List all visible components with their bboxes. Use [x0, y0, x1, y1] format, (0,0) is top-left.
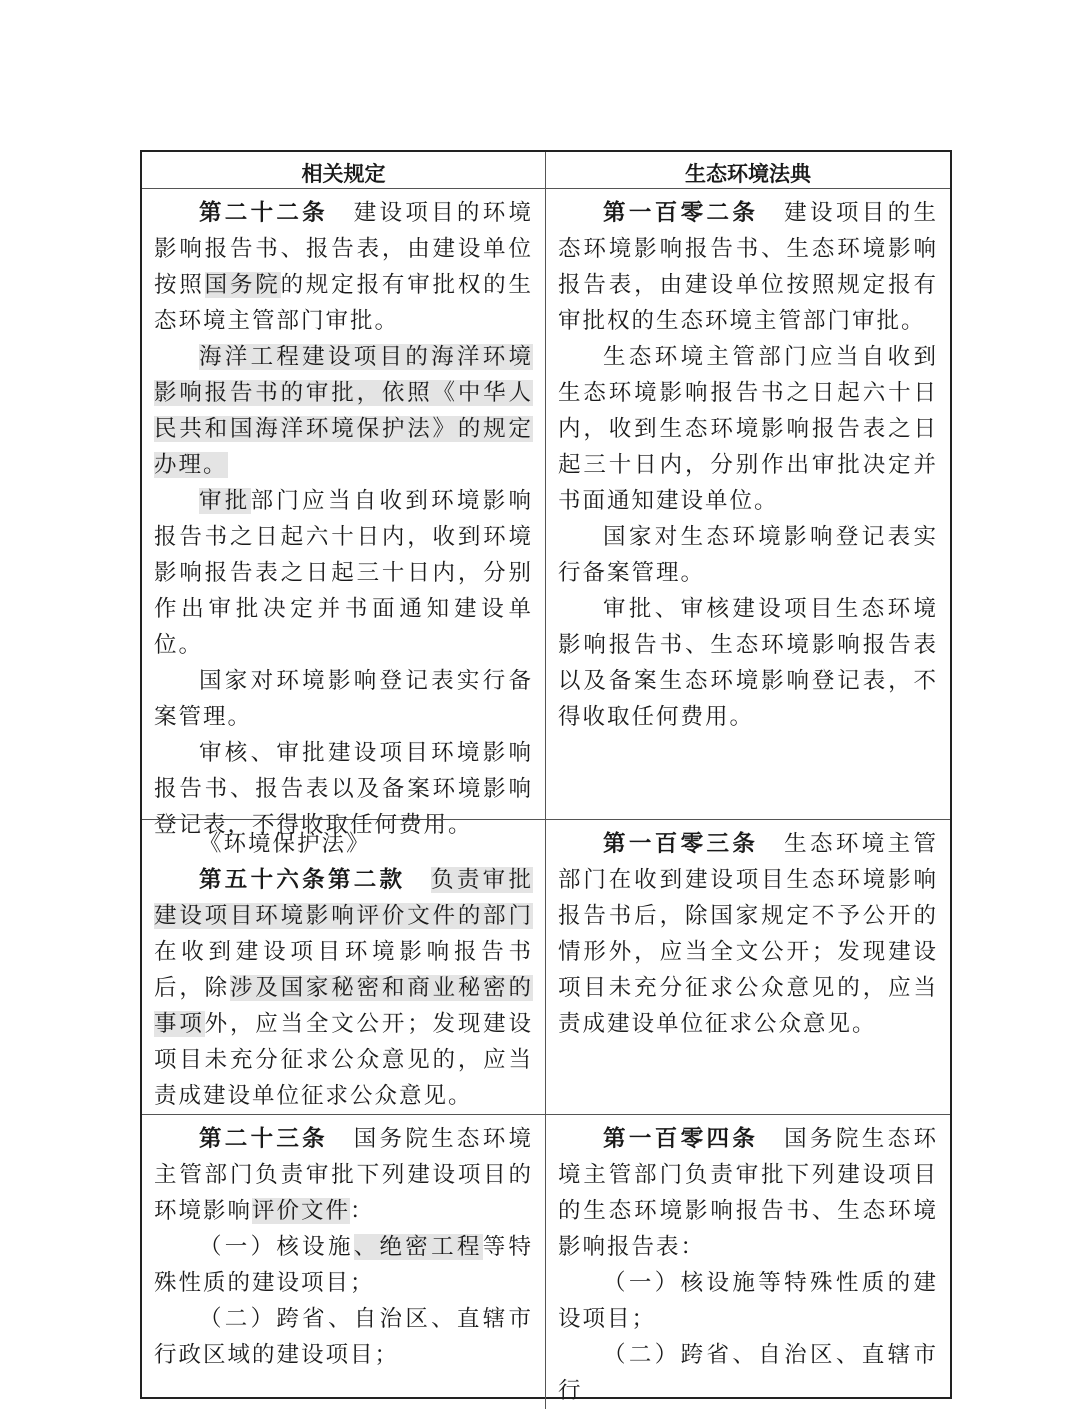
- article-102-para-3: 国家对生态环境影响登记表实行备案管理。: [558, 524, 938, 586]
- header-related-provisions: 相关规定: [142, 152, 546, 188]
- row2-right-cell: [546, 820, 950, 1114]
- row3-right-cell: [546, 1115, 950, 1409]
- article-22-para-3: 审批部门应当自收到环境影响报告书之日起六十日内，收到环境影响报告表之日起三十日内，分别作出审批决定并书面通知建设单位。: [154, 488, 533, 658]
- article-102-para-4: 审批、审核建设项目生态环境影响报告书、生态环境影响报告表以及备案生态环境影响登记表，不得收取任何费用。: [558, 596, 938, 730]
- table-row: [142, 819, 950, 1114]
- article-23-para-1: 第二十三条 国务院生态环境主管部门负责审批下列建设项目的环境影响评价文件：: [154, 1126, 533, 1224]
- article-22-para-4: 国家对环境影响登记表实行备案管理。: [154, 668, 533, 730]
- row1-left-cell: [142, 189, 546, 838]
- row3-left-cell: [142, 1115, 546, 1409]
- article-22-para-1: 第二十二条 建设项目的环境影响报告书、报告表，由建设单位按照国务院的规定报有审批权的生态环境主管部门审批。: [154, 200, 533, 334]
- article-102-para-2: 生态环境主管部门应当自收到生态环境影响报告书之日起六十日内，收到生态环境影响报告表之日起三十日内，分别作出审批决定并书面通知建设单位。: [558, 344, 938, 514]
- table-header-row: [142, 152, 950, 188]
- article-104-para-1: 第一百零四条 国务院生态环境主管部门负责审批下列建设项目的生态环境影响报告书、生态环境影响报告表：: [558, 1126, 938, 1260]
- header-eco-code: 生态环境法典: [685, 162, 811, 186]
- article-102-para-1: 第一百零二条 建设项目的生态环境影响报告书、生态环境影响报告表，由建设单位按照规定报有审批权的生态环境主管部门审批。: [558, 200, 938, 334]
- article-22-para-2: 海洋工程建设项目的海洋环境影响报告书的审批，依照《中华人民共和国海洋环境保护法》的规定办理。: [154, 344, 533, 478]
- law-title: 《环境保护法》: [199, 831, 371, 857]
- row1-right-cell: [546, 189, 950, 819]
- article-103-para-1: 第一百零三条 生态环境主管部门在收到建设项目生态环境影响报告书后，除国家规定不予公开的情形外，应当全文公开；发现建设项目未充分征求公众意见的，应当责成建设单位征求公众意见。: [558, 831, 938, 1037]
- comparison-table: [140, 150, 952, 1404]
- table-row: [142, 1114, 950, 1409]
- table-row: [142, 188, 950, 838]
- article-23-item-2: （二）跨省、自治区、直辖市行政区域的建设项目；: [154, 1306, 533, 1368]
- article-22-para-5: 审核、审批建设项目环境影响报告书、报告表以及备案环境影响登记表，不得收取任何费用。: [154, 740, 533, 838]
- article-56-para-1: 第五十六条第二款 负责审批建设项目环境影响评价文件的部门在收到建设项目环境影响报告书后，除涉及国家秘密和商业秘密的事项外，应当全文公开；发现建设项目未充分征求公众意见的，应当责成建设单位征求公众意见。: [154, 867, 533, 1109]
- article-104-item-2: （二）跨省、自治区、直辖市行: [558, 1342, 938, 1404]
- article-23-item-1: （一）核设施、绝密工程等特殊性质的建设项目；: [154, 1234, 533, 1296]
- article-104-item-1: （一）核设施等特殊性质的建设项目；: [558, 1270, 938, 1332]
- row2-left-cell: [142, 820, 546, 1114]
